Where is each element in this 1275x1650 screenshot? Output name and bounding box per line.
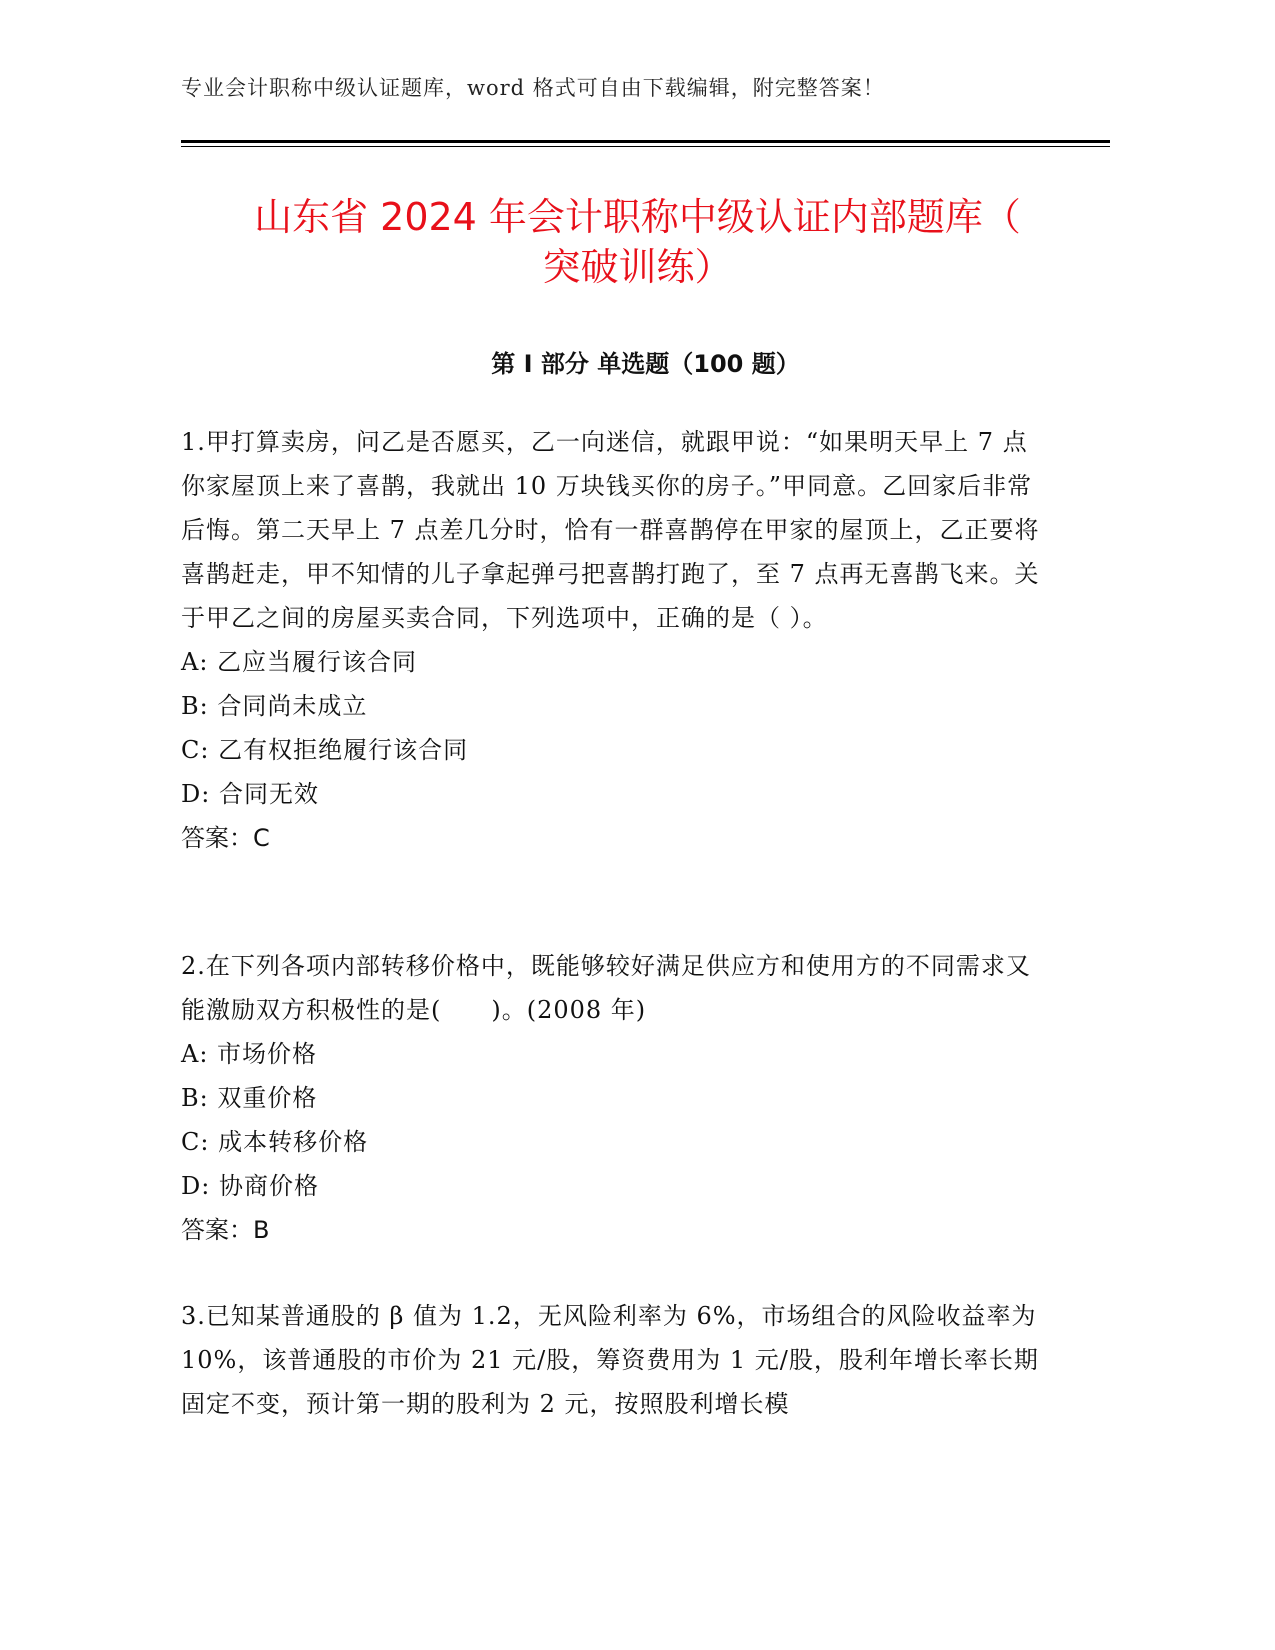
question-stem: 3.已知某普通股的 β 值为 1.2，无风险利率为 6%，市场组合的风险收益率为 10%，该普通股的市价为 21 元/股，筹资费用为 1 元/股，股利年增长率长期固定不变，预计第一期的股利为 2 元，按照股利增长模: [181, 1302, 1039, 1418]
header-divider-thick: [181, 140, 1110, 143]
document-title: [150, 192, 1125, 292]
option-a: A: 市场价格: [181, 1040, 318, 1068]
option-a: A: 乙应当履行该合同: [181, 648, 418, 676]
option-c: C: 乙有权拒绝履行该合同: [181, 736, 469, 764]
option-c: C: 成本转移价格: [181, 1128, 369, 1156]
question-block: [181, 1294, 1051, 1426]
header-divider-thin: [181, 146, 1110, 147]
option-b: B: 双重价格: [181, 1084, 318, 1112]
question-block: [181, 420, 1051, 860]
option-d: D: 协商价格: [181, 1172, 319, 1200]
question-stem: 2.在下列各项内部转移价格中，既能够较好满足供应方和使用方的不同需求又能激励双方积极性的是( )。(2008 年): [181, 952, 1031, 1024]
option-b: B: 合同尚未成立: [181, 692, 368, 720]
answer-line: 答案：B: [181, 1216, 270, 1244]
document-title-line2: 突破训练）: [542, 245, 733, 289]
option-d: D: 合同无效: [181, 780, 319, 808]
header-note: 专业会计职称中级认证题库，word 格式可自由下载编辑，附完整答案！: [181, 76, 885, 100]
question-stem: 1.甲打算卖房，问乙是否愿买，乙一向迷信，就跟甲说：“如果明天早上 7 点你家屋顶上来了喜鹊，我就出 10 万块钱买你的房子。”甲同意。乙回家后非常后悔。第二天早上 7 点差几分时，恰有一群喜鹊停在甲家的屋顶上，乙正要将喜鹊赶走，甲不知情的儿子拿起弹弓把喜鹊打跑了，至 7 点再无喜鹊飞来。关于甲乙之间的房屋买卖合同，下列选项中，正确的是（ ）。: [181, 428, 1040, 632]
answer-line: 答案：C: [181, 824, 270, 852]
question-block: [181, 944, 1051, 1252]
document-title-line1: 山东省 2024 年会计职称中级认证内部题库（: [254, 195, 1021, 239]
section-title: 第 I 部分 单选题（100 题）: [491, 350, 800, 378]
